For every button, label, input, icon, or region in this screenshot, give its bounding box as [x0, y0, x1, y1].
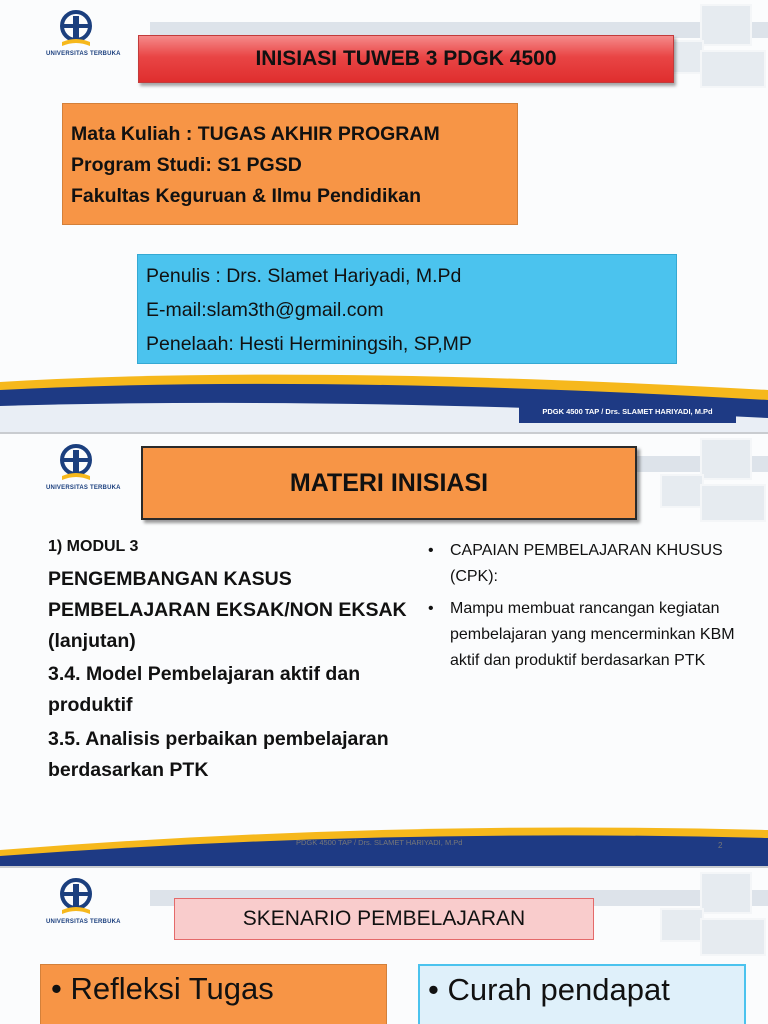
- module-content: [48, 538, 408, 786]
- footer-text: PDGK 4500 TAP / Drs. SLAMET HARIYADI, M.Pd: [296, 838, 463, 847]
- course-info-box: [62, 103, 518, 225]
- learning-outcomes: [428, 538, 764, 680]
- slide-1: [0, 0, 768, 432]
- logo-emblem-icon: [58, 878, 94, 918]
- slide-2: [0, 434, 768, 866]
- slide-title: SKENARIO PEMBELAJARAN: [174, 898, 594, 940]
- subtopic-3-5: 3.5. Analisis perbaikan pembelajaran berdasarkan PTK: [48, 728, 389, 781]
- logo-text: UNIVERSITAS TERBUKA: [46, 51, 121, 57]
- brainstorm-box: • Curah pendapat: [418, 964, 746, 1024]
- slide-title: INISIASI TUWEB 3 PDGK 4500: [138, 35, 674, 83]
- module-label: 1) MODUL 3: [48, 538, 139, 555]
- decor-square: [700, 50, 766, 88]
- university-logo: [46, 444, 121, 500]
- decor-square: [700, 484, 766, 522]
- program-line: Program Studi: S1 PGSD: [71, 154, 302, 176]
- decor-square: [700, 4, 752, 46]
- module-heading: PENGEMBANGAN KASUS PEMBELAJARAN EKSAK/NON EKSAK (lanjutan): [48, 568, 407, 652]
- decor-square: [700, 872, 752, 914]
- subtopic-3-4: 3.4. Model Pembelajaran aktif dan produktif: [48, 663, 361, 716]
- university-logo: [46, 878, 121, 934]
- logo-emblem-icon: [58, 10, 94, 50]
- faculty-line: Fakultas Keguruan & Ilmu Pendidikan: [71, 185, 421, 207]
- reflection-box: • Refleksi Tugas: [40, 964, 387, 1024]
- decor-square: [660, 908, 704, 942]
- logo-text: UNIVERSITAS TERBUKA: [46, 485, 121, 491]
- bullet-item: • Mampu membuat rancangan kegiatan pembelajaran yang mencerminkan KBM aktif dan produktif berdasarkan PTK: [428, 596, 764, 674]
- university-logo: [46, 10, 121, 66]
- bullet-item: • CAPAIAN PEMBELAJARAN KHUSUS (CPK):: [428, 538, 764, 590]
- email-line: E-mail:slam3th@gmail.com: [146, 299, 384, 321]
- reviewer-line: Penelaah: Hesti Herminingsih, SP,MP: [146, 333, 472, 355]
- decor-square: [700, 918, 766, 956]
- slide-title: MATERI INISIASI: [141, 446, 637, 520]
- slide-3: [0, 868, 768, 1024]
- author-line: Penulis : Drs. Slamet Hariyadi, M.Pd: [146, 265, 462, 287]
- course-line: Mata Kuliah : TUGAS AKHIR PROGRAM: [71, 123, 440, 145]
- decor-square: [660, 474, 704, 508]
- author-info-box: [137, 254, 677, 364]
- logo-text: UNIVERSITAS TERBUKA: [46, 919, 121, 925]
- footer-badge: PDGK 4500 TAP / Drs. SLAMET HARIYADI, M.Pd: [519, 401, 736, 423]
- page-number: 2: [718, 841, 723, 850]
- decor-square: [700, 438, 752, 480]
- logo-emblem-icon: [58, 444, 94, 484]
